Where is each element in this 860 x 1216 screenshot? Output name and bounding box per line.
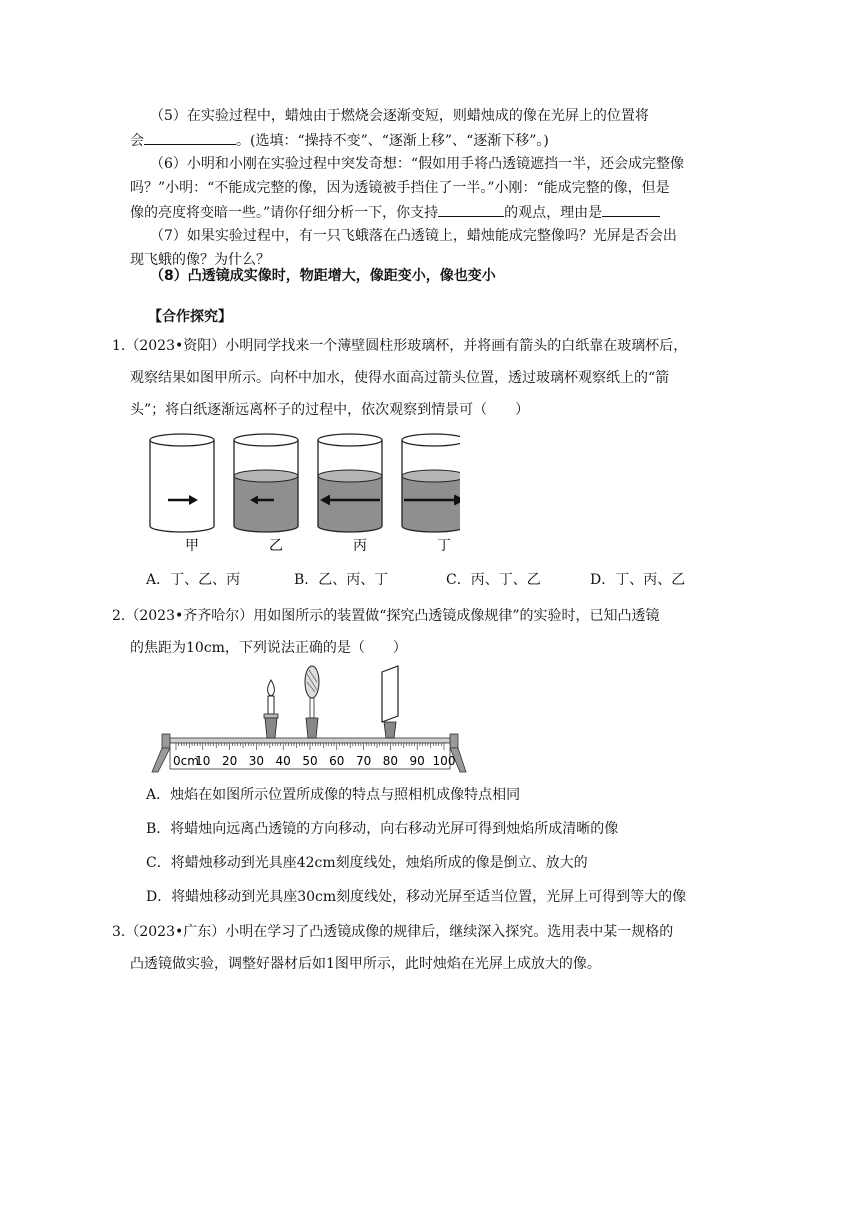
glass-jia bbox=[150, 434, 214, 532]
q1-option-d[interactable]: D．丁、丙、乙 bbox=[590, 572, 686, 588]
scale-tick-label: 30 bbox=[248, 754, 265, 768]
q5-answer-blank[interactable] bbox=[144, 128, 236, 145]
heading-text: 【合作探究】 bbox=[148, 309, 232, 325]
question-5 bbox=[130, 104, 740, 153]
q2-line2: 的焦距为10cm，下列说法正确的是（ ） bbox=[130, 640, 407, 656]
bench-rail-top bbox=[170, 738, 450, 743]
q2-option-c[interactable] bbox=[146, 851, 588, 875]
q2-option-b-text: B．将蜡烛向远离凸透镜的方向移动，向右移动光屏可得到烛焰所成清晰的像 bbox=[146, 821, 619, 837]
q1-line3: 头”；将白纸逐渐远离杯子的过程中，依次观察到情景可（ ） bbox=[130, 402, 530, 418]
q6-reason-blank[interactable] bbox=[602, 200, 660, 217]
scale-tick-label: 0cm bbox=[173, 754, 199, 768]
q6-text-line3b: 的观点，理由是 bbox=[504, 205, 603, 221]
convex-lens bbox=[305, 666, 319, 738]
question-8 bbox=[130, 264, 740, 288]
q6-text-line1: （6）小明和小刚在实验过程中突发奇想：“假如用手将凸透镜遮挡一半，还会成完整像 bbox=[150, 156, 685, 172]
q2-option-d-text: D．将蜡烛移动到光具座30cm刻度线处，移动光屏至适当位置，光屏上可得到等大的像 bbox=[146, 889, 687, 905]
q1-line1: 1.（2023•资阳）小明同学找来一个薄壁圆柱形玻璃杯，并将画有箭头的白纸靠在玻璃杯后， bbox=[112, 338, 688, 354]
scale-tick-label: 40 bbox=[275, 754, 291, 768]
q2-option-d[interactable] bbox=[146, 885, 686, 909]
scale-tick-label: 50 bbox=[302, 754, 318, 768]
candle bbox=[264, 680, 278, 738]
optical-bench-figure bbox=[148, 664, 468, 776]
q7-text-line1: （7）如果实验过程中，有一只飞蛾落在凸透镜上，蜡烛能成完整像吗？光屏是否会出 bbox=[150, 228, 677, 244]
label-jia: 甲 bbox=[185, 538, 199, 554]
question-2 bbox=[112, 600, 742, 664]
q6-text-line3a: 像的亮度将变暗一些。”请你仔细分析一下，你支持 bbox=[130, 205, 439, 221]
q6-text-line2: 吗？”小明：“不能成完整的像，因为透镜被手挡住了一半。”小刚：“能成完整的像，但是 bbox=[130, 180, 670, 196]
question-1 bbox=[112, 330, 742, 426]
light-screen bbox=[382, 666, 398, 738]
q1-option-c[interactable]: C．丙、丁、乙 bbox=[446, 572, 541, 588]
q3-line2: 凸透镜做实验，调整好器材后如1图甲所示，此时烛焰在光屏上成放大的像。 bbox=[130, 956, 601, 972]
left-support bbox=[152, 734, 170, 772]
q5-text-line2a: 会 bbox=[130, 133, 144, 149]
scale-tick-label: 10 bbox=[195, 754, 211, 768]
scale-tick-label: 70 bbox=[355, 754, 372, 768]
label-ding: 丁 bbox=[437, 538, 451, 554]
q3-line1: 3.（2023•广东）小明在学习了凸透镜成像的规律后，继续深入探究。选用表中某一规格的 bbox=[112, 924, 674, 940]
q1-options bbox=[146, 568, 746, 592]
q8-text: （8）凸透镜成实像时，物距增大，像距变小，像也变小 bbox=[150, 268, 496, 284]
q2-option-b[interactable] bbox=[146, 817, 618, 841]
scale-tick-label: 90 bbox=[409, 754, 425, 768]
label-yi: 乙 bbox=[269, 538, 283, 554]
q1-glass-figure bbox=[140, 430, 460, 560]
q2-line1: 2.（2023•齐齐哈尔）用如图所示的装置做“探究凸透镜成像规律”的实验时，已知凸透镜 bbox=[112, 608, 660, 624]
q7-text-line2: 现飞蛾的像？为什么？ bbox=[130, 252, 270, 268]
section-heading bbox=[148, 305, 758, 329]
q1-option-a[interactable]: A．丁、乙、丙 bbox=[146, 572, 241, 588]
scale-tick-label: 60 bbox=[329, 754, 345, 768]
scale-tick-label: 20 bbox=[221, 754, 238, 768]
q5-text-line2b: 。(选填：“操持不变”、“逐渐上移”、“逐渐下移”。) bbox=[236, 133, 549, 149]
glass-yi bbox=[234, 434, 298, 532]
scale-tick-label: 80 bbox=[382, 754, 399, 768]
q2-option-a[interactable] bbox=[146, 783, 520, 807]
glass-ding bbox=[402, 434, 460, 532]
q6-support-blank[interactable] bbox=[438, 200, 504, 217]
q2-option-a-text: A．烛焰在如图所示位置所成像的特点与照相机成像特点相同 bbox=[146, 787, 521, 803]
question-3 bbox=[112, 916, 742, 980]
label-bing: 丙 bbox=[353, 538, 367, 554]
q1-line2: 观察结果如图甲所示。向杯中加水，使得水面高过箭头位置，透过玻璃杯观察纸上的“箭 bbox=[130, 370, 670, 386]
q1-option-b[interactable]: B．乙、丙、丁 bbox=[294, 572, 389, 588]
glass-bing bbox=[318, 434, 382, 532]
q2-option-c-text: C．将蜡烛移动到光具座42cm刻度线处，烛焰所成的像是倒立、放大的 bbox=[146, 855, 588, 871]
scale-tick-label: 100 bbox=[432, 754, 456, 768]
question-6 bbox=[130, 152, 740, 225]
q5-text-line1: （5）在实验过程中，蜡烛由于燃烧会逐渐变短，则蜡烛成的像在光屏上的位置将 bbox=[150, 108, 649, 124]
